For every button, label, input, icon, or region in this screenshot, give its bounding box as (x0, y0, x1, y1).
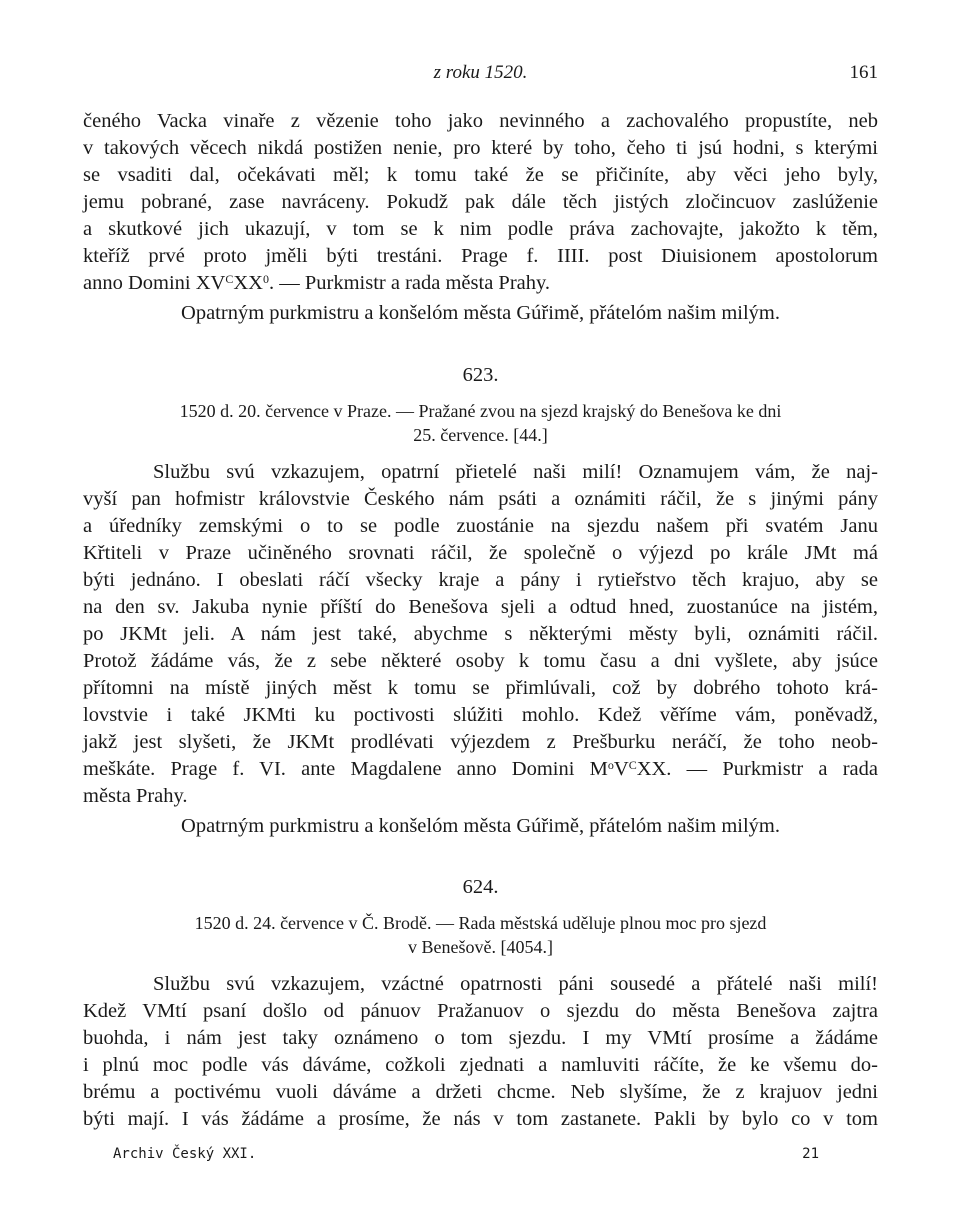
superscript: o (607, 758, 614, 772)
date-text: anno Domini XV (83, 272, 226, 294)
letter-address: Opatrným purkmistru a konšelóm města Gúřimě, přátelóm našim milým. (181, 815, 780, 837)
text-line: se vsaditi dal, očekávati měl; k tomu také že se přičiníte, aby věci jeho byly, (83, 164, 878, 186)
page-number: 161 (849, 62, 878, 83)
text-line: brému a poctivému vuoli dáváme a držeti chcme. Neb slyšíme, že z krajuov jedni (83, 1081, 878, 1103)
document-number: 624. (462, 876, 499, 898)
letter-address: Opatrným purkmistru a konšelóm města Gúřimě, přátelóm našim milým. (181, 302, 780, 324)
text-line: Kdež VMtí psaní došlo od pánuov Pražanuov o sjezdu do města Benešova zajtra (83, 1000, 878, 1022)
superscript: C (225, 272, 234, 286)
text-line (83, 270, 878, 297)
regest-line: 1520 d. 24. července v Č. Brodě. — Rada městská uděluje plnou moc pro sjezd (194, 913, 767, 933)
superscript: C (628, 758, 637, 772)
signature-text: XX. — Purkmistr a rada (636, 758, 878, 780)
document-623 (83, 364, 878, 840)
regest-line: v Benešově. [4054.] (408, 937, 553, 957)
running-title: z roku 1520. (433, 62, 528, 83)
continuation-text (83, 108, 878, 327)
text-line: buohda, i nám jest taky oznámeno o tom sjezdu. I my VMtí prosíme a žádáme (83, 1027, 878, 1049)
text-line: Křtiteli v Praze učiněného srovnati ráčil, že společně o výjezd po krále JMt má (83, 542, 878, 564)
document-body (83, 971, 878, 1133)
date-text: XX (233, 272, 263, 294)
document-number: 623. (462, 364, 499, 386)
text-line: v takových věcech nikdá postižen nenie, pro které by toho, čeho ti jsú hodni, s kterými (83, 137, 878, 159)
text-line: a úředníky zemskými o to se podle zuostánie na sjezdu našem při svatém Janu (83, 515, 878, 537)
regest-line: 25. července. [44.] (413, 425, 548, 445)
text-line: jemu pobrané, zase navráceny. Pokudž pak dále těch jistých zločincuov zaslúženie (83, 191, 878, 213)
document-body (83, 459, 878, 810)
regest-line: 1520 d. 20. července v Praze. — Pražané zvou na sjezd krajský do Benešova ke dni (179, 401, 782, 421)
text-line: vyší pan hofmistr královstvie Českého nám psáti a oznámiti ráčil, že s jinými pány (83, 488, 878, 510)
text-line: i plnú moc podle vás dáváme, cožkoli zjednati a namluviti ráčíte, že ke všemu do- (83, 1054, 878, 1076)
text-line: býti jednáno. I obeslati ráčí všecky kraje a pány i rytieřstvo těch krajuo, aby se (83, 569, 878, 591)
date-text: V (613, 758, 629, 780)
text-line: kteříž prvé proto jměli býti trestáni. Prage f. IIII. post Diuisionem apostolorum (83, 245, 878, 267)
signature-text: . — Purkmistr a rada města Prahy. (268, 272, 551, 294)
text-line: čeného Vacka vinaře z vězenie toho jako nevinného a zachovalého propustíte, neb (83, 110, 878, 132)
document-regest (83, 911, 878, 959)
text-line: lovstvie i také JKMti ku poctivosti slúžiti mohlo. Kdež věříme vám, poněvadž, (83, 704, 878, 726)
text-line: a skutkové jich ukazují, v tom se k nim podle práva zachovajte, jakožto k těm, (83, 218, 878, 240)
page-header (83, 62, 878, 90)
text-line: Službu svú vzkazujem, vzáctné opatrnosti páni sousedé a přátelé naši milí! (153, 973, 878, 995)
text-line: přítomni na místě jiných měst k tomu se přimlúvali, což by dobrého tohoto krá- (83, 677, 878, 699)
continuation-paragraph (83, 108, 878, 297)
text-line: Protož žádáme vás, že z sebe některé osoby k tomu času a dni vyšlete, aby jsúce (83, 650, 878, 672)
date-text: meškáte. Prage f. VI. ante Magdalene anno Domini M (83, 758, 608, 780)
text-line (83, 756, 878, 783)
text-line: jakž jest slyšeti, že JKMt prodlévati výjezdem z Prešburku neráčí, že toho neob- (83, 731, 878, 753)
text-line: Službu svú vzkazujem, opatrní přietelé naši milí! Oznamujem vám, že naj- (153, 461, 878, 483)
document-regest (83, 399, 878, 447)
sheet-number: 21 (802, 1146, 819, 1162)
document-624 (83, 876, 878, 1133)
text-line: na den sv. Jakuba nynie příští do Benešova sjeli a odtud hned, zuostanúce na jistém, (83, 596, 878, 618)
superscript: 0 (262, 272, 269, 286)
text-line: města Prahy. (83, 785, 188, 807)
text-line: po JKMt jeli. A nám jest také, abychme s některými městy byli, oznámiti ráčil. (83, 623, 878, 645)
text-line: býti mají. I vás žádáme a prosíme, že nás v tom zastanete. Pakli by bylo co v tom (83, 1108, 878, 1130)
signature-mark: Archiv Český XXI. (113, 1146, 257, 1162)
